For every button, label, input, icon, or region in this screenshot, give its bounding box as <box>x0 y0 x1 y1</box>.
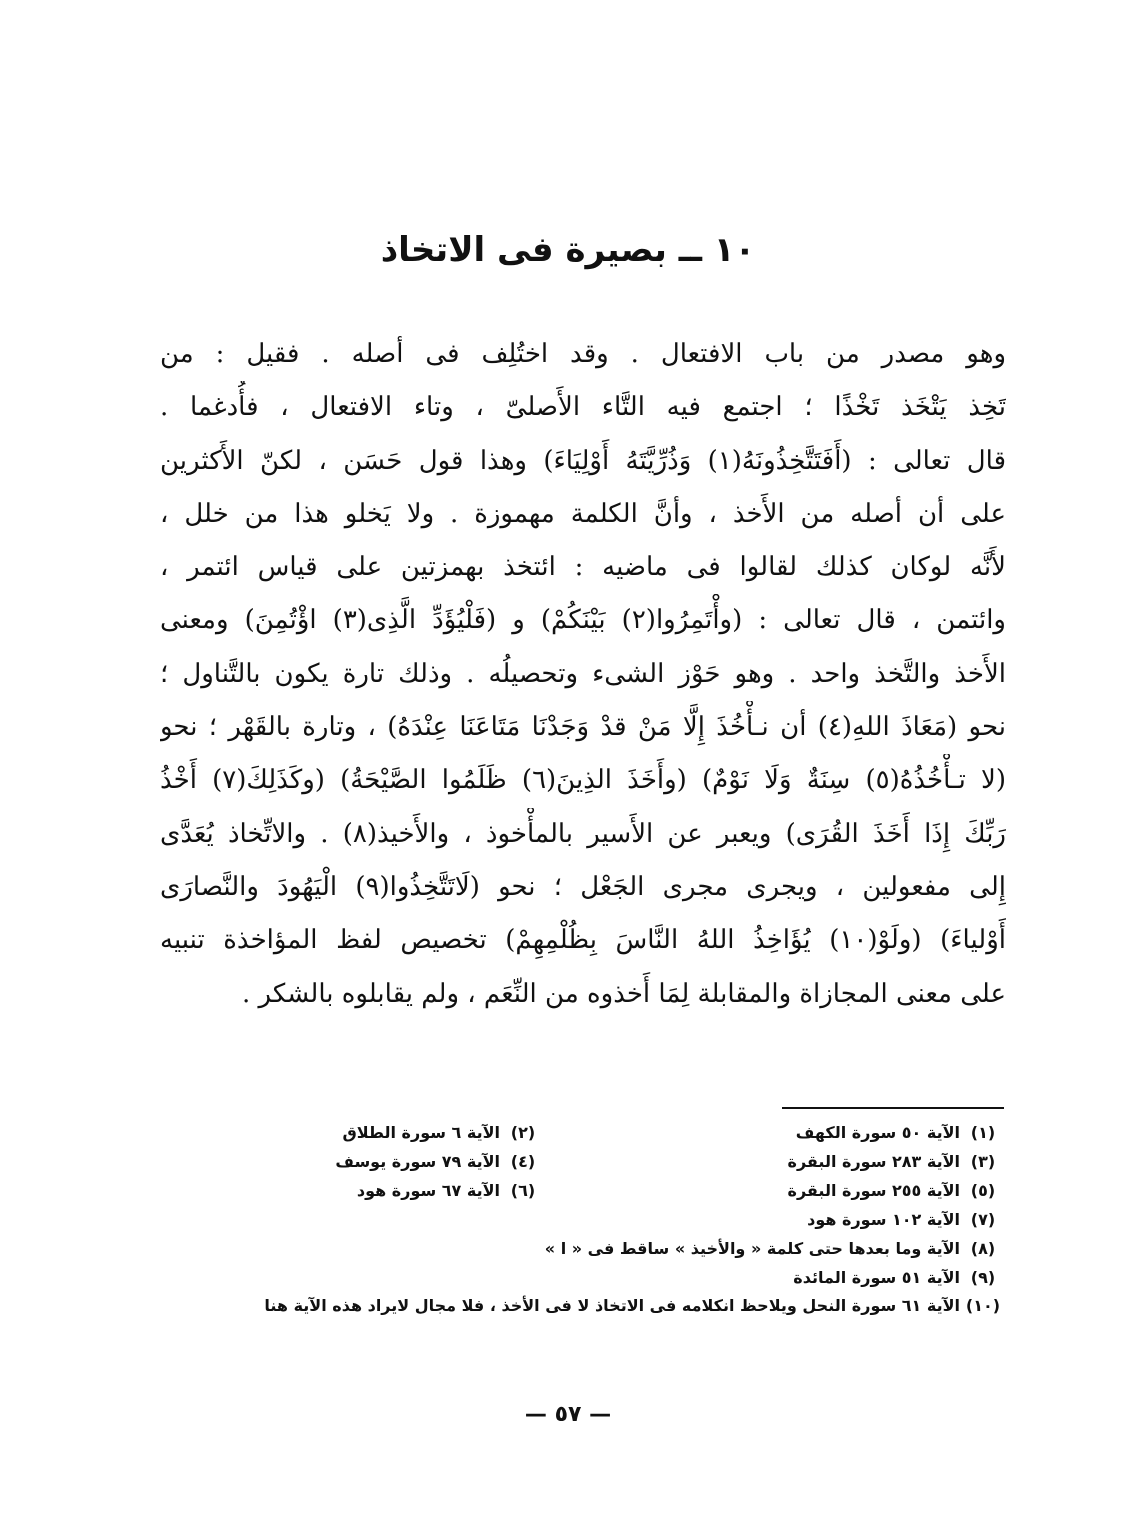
footnote <box>546 1263 1006 1292</box>
footnote <box>546 1176 1006 1205</box>
footnote-number: (٣) <box>970 1152 996 1171</box>
body-line: رَبِّكَ إِذَا أَخَذَ القُرَى) ويعبر عن الأَسير بالمأْخوذ ، والأَخيذ(٨) . والاتِّخاذ يُعَدَّى <box>160 818 1006 849</box>
footnote-number: (٩) <box>970 1268 996 1287</box>
body-line: أَوْلياءَ) (ولَوْ(١٠) يُؤَاخِذُ اللهُ النَّاسَ بِظُلْمِهِمْ) تخصيص لفظ المؤاخذة تنبيه <box>160 925 1006 956</box>
footnote-text: الآية ٥٠ سورة الكهف <box>795 1123 960 1142</box>
footnote-row <box>150 1263 1006 1292</box>
footnote-text: الآية ٦١ سورة النحل ويلاحظ انكلامه فى الاتخاذ لا فى الأخذ ، فلا مجال لايراد هذه الآية هنا <box>264 1296 960 1315</box>
footnote-number: (٥) <box>970 1181 996 1200</box>
footnote-text: الآية ٦٧ سورة هود <box>356 1181 500 1200</box>
footnote-text: الآية ٧٩ سورة يوسف <box>335 1152 500 1171</box>
footnote-row <box>150 1234 1006 1263</box>
body-line: وائتمن ، قال تعالى : (وأْتَمِرُوا(٢) بَيْنَكُمْ) و (فَلْيُؤَدِّ الَّذِى(٣) اؤْتُمِنَ) ومعنى <box>160 605 1006 636</box>
footnote <box>545 1234 1006 1263</box>
footnote-text: الآية ٢٨٣ سورة البقرة <box>787 1152 960 1171</box>
footnote-row <box>150 1205 1006 1234</box>
footnote-number: (١) <box>970 1123 996 1142</box>
footnote-row <box>150 1118 1006 1147</box>
footnote-number: (٧) <box>970 1210 996 1229</box>
footnote-text: الآية ٦ سورة الطلاق <box>342 1123 500 1142</box>
body-line: إِلى مفعولين ، ويجرى مجرى الجَعْل ؛ نحو (لَاتَتَّخِذُوا(٩) الْيَهُودَ والنَّصارَى <box>160 871 1006 902</box>
footnote-divider <box>782 1107 1004 1109</box>
body-line: على معنى المجازاة والمقابلة لِمَا أَخذوه من النِّعَم ، ولم يقابلوه بالشكر . <box>241 978 1006 1009</box>
body-line: الأَخذ والتَّخذ واحد . وهو حَوْز الشىء وتحصيلُه . وذلك تارة يكون بالتَّناول ؛ <box>160 658 1006 689</box>
footnote-number: (٨) <box>970 1239 996 1258</box>
body-line: نحو (مَعَاذَ اللهِ(٤) أن نـأْخُذَ إِلَّا مَنْ قدْ وَجَدْنَا مَتَاعَنَا عِنْدَهُ) ، وتارة بالقَهْر ؛ نحو <box>160 712 1006 743</box>
body-line: (لا تـأْخُذُهُ(٥) سِنَةٌ وَلَا نَوْمٌ) (وأَخَذَ الذِينَ(٦) ظَلَمُوا الصَّيْحَةُ) (وكَذَلِكَ(٧) أَخْذُ <box>160 765 1006 796</box>
footnote-row <box>150 1176 1006 1205</box>
footnote-text: الآية وما بعدها حتى كلمة « والأخيذ » ساقط فى « ا » <box>544 1239 960 1258</box>
footnote-row <box>150 1147 1006 1176</box>
body-line: قال تعالى : (أَفَتَتَّخِذُونَهُ(١) وَذُرِّيَّتَهُ أَوْلِيَاءَ) وهذا قول حَسَن ، لكنّ الأَكثرين <box>160 445 1006 476</box>
footnote <box>546 1147 1006 1176</box>
footnote-number: (٤) <box>510 1152 536 1171</box>
body-line: لأَنَّه لوكان كذلك لقالوا فى ماضيه : ائتخذ بهمزتين على قياس ائتمر ، <box>160 552 1006 583</box>
page-number: — ٥٧ — <box>524 1402 612 1427</box>
footnote-text: الآية ٥١ سورة المائدة <box>793 1268 960 1287</box>
footnote <box>166 1118 546 1147</box>
footnote <box>546 1205 1006 1234</box>
section-title: ١٠ ــ بصيرة فى الاتخاذ <box>380 230 756 270</box>
footnote-text: الآية ١٠٢ سورة هود <box>807 1210 960 1229</box>
footnote <box>150 1292 1006 1319</box>
body-line: تَخِذ يَتْخَذ تَخْذًا ؛ اجتمع فيه التَّاء الأَصلىّ ، وتاء الافتعال ، فأُدغما . <box>160 392 1006 423</box>
body-text <box>160 328 1006 1021</box>
footnote <box>166 1176 546 1205</box>
footnote-number: (٦) <box>510 1181 536 1200</box>
footnotes <box>150 1118 1006 1319</box>
body-line: على أن أصله من الأَخذ ، وأنَّ الكلمة مهموزة . ولا يَخلو هذا من خلل ، <box>160 498 1006 529</box>
body-line: وهو مصدر من باب الافتعال . وقد اختُلِف فى أصله . فقيل : من <box>160 339 1006 369</box>
footnote-text: الآية ٢٥٥ سورة البقرة <box>787 1181 960 1200</box>
footnote <box>546 1118 1006 1147</box>
footnote-number: (٢) <box>510 1123 536 1142</box>
footnote-number: (١٠) <box>965 1296 1001 1315</box>
footnote <box>166 1147 546 1176</box>
